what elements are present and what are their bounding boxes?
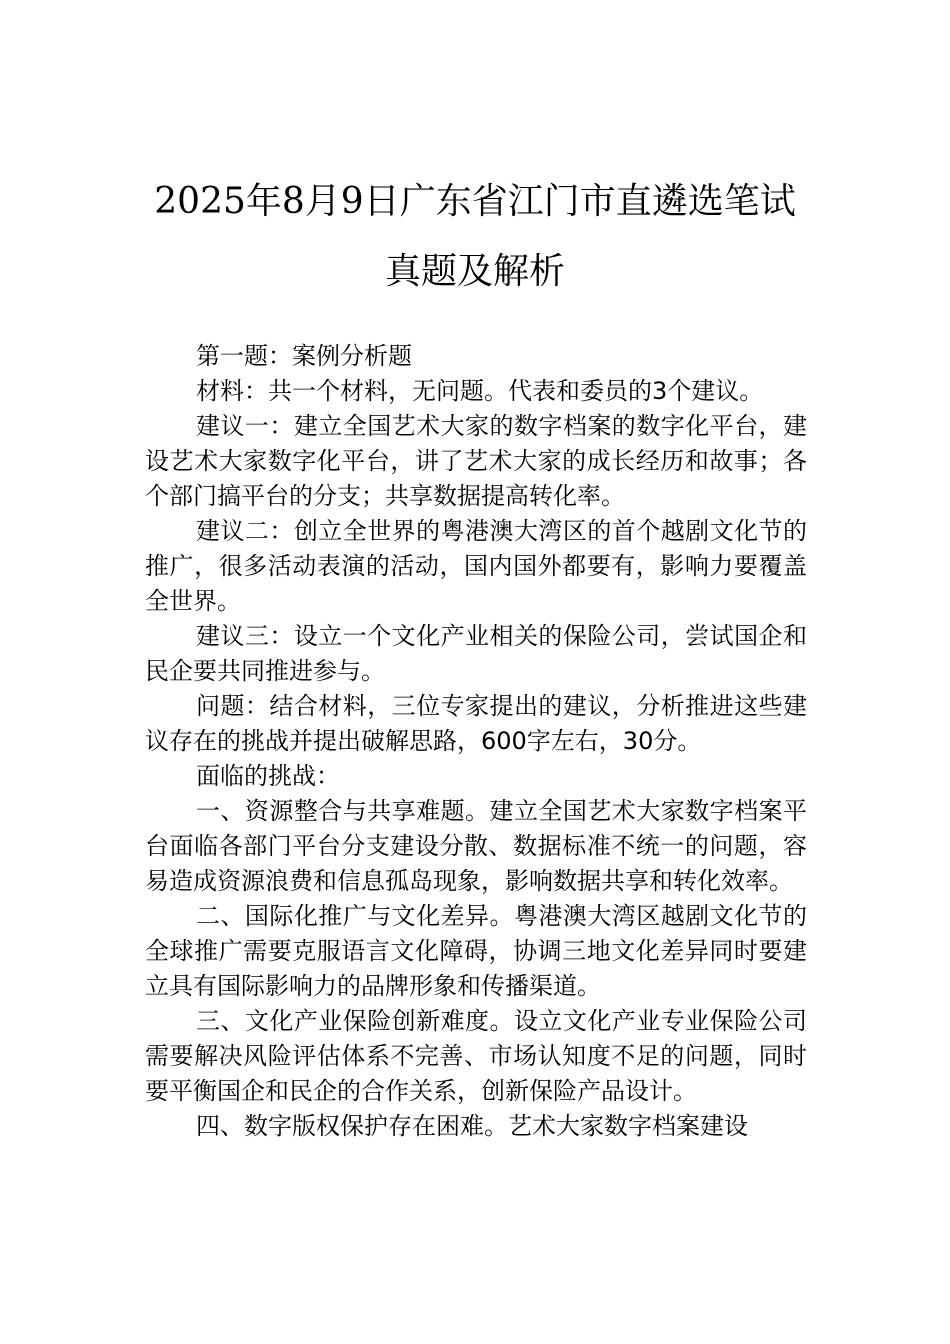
paragraph-question-heading: 第一题：案例分析题 — [196, 342, 412, 370]
paragraph-material: 材料：共一个材料，无问题。代表和委员的3个建议。 — [196, 377, 764, 405]
paragraph-challenges-heading: 面临的挑战： — [196, 762, 340, 790]
paragraph-question: 问题：结合材料，三位专家提出的建议，分析推进这些建议存在的挑战并提出破解思路，600字左右，30分。 — [145, 692, 807, 755]
paragraph-challenge-2: 二、国际化推广与文化差异。粤港澳大湾区越剧文化节的全球推广需要克服语言文化障碍，协调三地文化差异同时要建立具有国际影响力的品牌形象和传播渠道。 — [145, 902, 807, 1000]
document-body — [145, 339, 807, 1144]
paragraph-suggestion-3: 建议三：设立一个文化产业相关的保险公司，尝试国企和民企要共同推进参与。 — [145, 622, 807, 685]
paragraph-suggestion-1: 建议一：建立全国艺术大家的数字档案的数字化平台，建设艺术大家数字化平台，讲了艺术大家的成长经历和故事；各个部门搞平台的分支；共享数据提高转化率。 — [145, 412, 807, 510]
paragraph-challenge-1: 一、资源整合与共享难题。建立全国艺术大家数字档案平台面临各部门平台分支建设分散、数据标准不统一的问题，容易造成资源浪费和信息孤岛现象，影响数据共享和转化效率。 — [145, 797, 807, 895]
paragraph-challenge-4: 四、数字版权保护存在困难。艺术大家数字档案建设 — [196, 1112, 748, 1140]
paragraph-challenge-3: 三、文化产业保险创新难度。设立文化产业专业保险公司需要解决风险评估体系不完善、市场认知度不足的问题，同时要平衡国企和民企的合作关系，创新保险产品设计。 — [145, 1007, 807, 1105]
paragraph-suggestion-2: 建议二：创立全世界的粤港澳大湾区的首个越剧文化节的推广，很多活动表演的活动，国内国外都要有，影响力要覆盖全世界。 — [145, 517, 807, 615]
document-title-line-2: 真题及解析 — [384, 251, 565, 292]
document-title-line-1: 2025年8月9日广东省江门市直遴选笔试 — [154, 181, 796, 222]
